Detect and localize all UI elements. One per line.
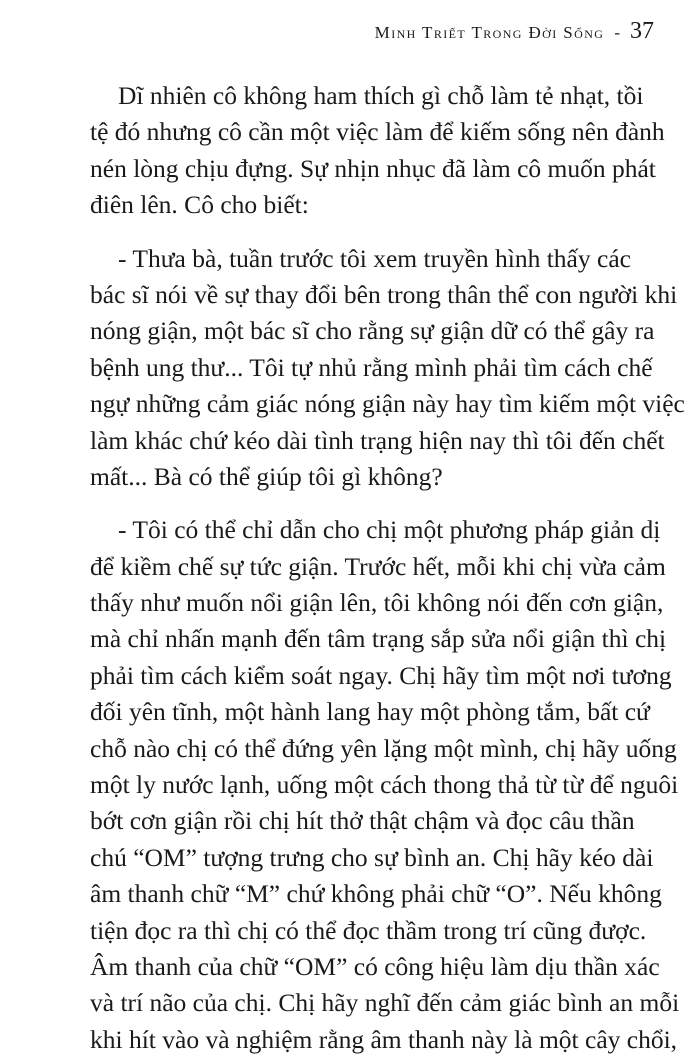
text-line: nóng giận, một bác sĩ cho rằng sự giận dữ có thể gây ra	[90, 316, 655, 346]
text-line: bớt cơn giận rồi chị hít thở thật chậm và đọc câu thần	[90, 806, 635, 836]
running-header	[375, 18, 654, 45]
text-line: để kiềm chế sự tức giận. Trước hết, mỗi khi chị vừa cảm	[90, 551, 666, 581]
text-line-content: Dĩ nhiên cô không ham thích gì chỗ làm tẻ nhạt, tồi	[118, 81, 644, 110]
text-line: điên lên. Cô cho biết:	[90, 190, 309, 220]
text-line: tiện đọc ra thì chị có thể đọc thầm trong trí cũng được.	[90, 915, 647, 945]
text-line: khi hít vào và nghiệm rằng âm thanh này là một cây chổi,	[90, 1024, 678, 1054]
paragraph-1	[90, 78, 672, 224]
text-line: tệ đó nhưng cô cần một việc làm để kiếm sống nên đành	[90, 117, 665, 147]
text-line	[90, 512, 672, 548]
text-line: âm thanh chữ “M” chứ không phải chữ “O”. Nếu không	[90, 879, 662, 909]
book-title: Minh Triết Trong Đời Sống	[374, 23, 605, 42]
body-text	[90, 78, 685, 1058]
header-separator: -	[614, 23, 620, 42]
text-line: mất... Bà có thể giúp tôi gì không?	[90, 461, 443, 491]
text-line: phải tìm cách kiểm soát ngay. Chị hãy tìm một nơi tương	[90, 660, 672, 690]
text-line: bác sĩ nói về sự thay đổi bên trong thân thể con người khi	[90, 279, 678, 309]
text-line: đối yên tĩnh, một hành lang hay một phòng tắm, bất cứ	[90, 697, 650, 727]
text-line: ngự những cảm giác nóng giận này hay tìm kiếm một việc	[90, 389, 685, 419]
text-line: thấy như muốn nổi giận lên, tôi không nói đến cơn giận,	[90, 588, 664, 618]
text-line: làm khác chứ kéo dài tình trạng hiện nay thì tôi đến chết	[90, 425, 665, 455]
paragraph-3	[90, 512, 680, 1058]
text-line: nén lòng chịu đựng. Sự nhịn nhục đã làm cô muốn phát	[90, 153, 656, 183]
page-number: 37	[630, 18, 654, 44]
text-line	[90, 241, 672, 277]
text-line: mà chỉ nhấn mạnh đến tâm trạng sắp sửa nổi giận thì chị	[90, 624, 667, 654]
text-line: Âm thanh của chữ “OM” có công hiệu làm dịu thần xác	[90, 951, 660, 981]
text-line: bệnh ung thư... Tôi tự nhủ rằng mình phải tìm cách chế	[90, 352, 653, 382]
text-line-content: - Thưa bà, tuần trước tôi xem truyền hình thấy các	[118, 243, 631, 273]
text-line: chú “OM” tượng trưng cho sự bình an. Chị hãy kéo dài	[90, 842, 654, 872]
text-line: và trí não của chị. Chị hãy nghĩ đến cảm giác bình an mỗi	[90, 988, 680, 1018]
text-line: chỗ nào chị có thể đứng yên lặng một mình, chị hãy uống	[90, 733, 677, 763]
text-line	[90, 78, 672, 114]
paragraph-2	[90, 241, 685, 496]
text-line-content: - Tôi có thể chỉ dẫn cho chị một phương pháp giản dị	[118, 515, 661, 545]
text-line: một ly nước lạnh, uống một cách thong thả từ từ để nguôi	[90, 770, 679, 800]
